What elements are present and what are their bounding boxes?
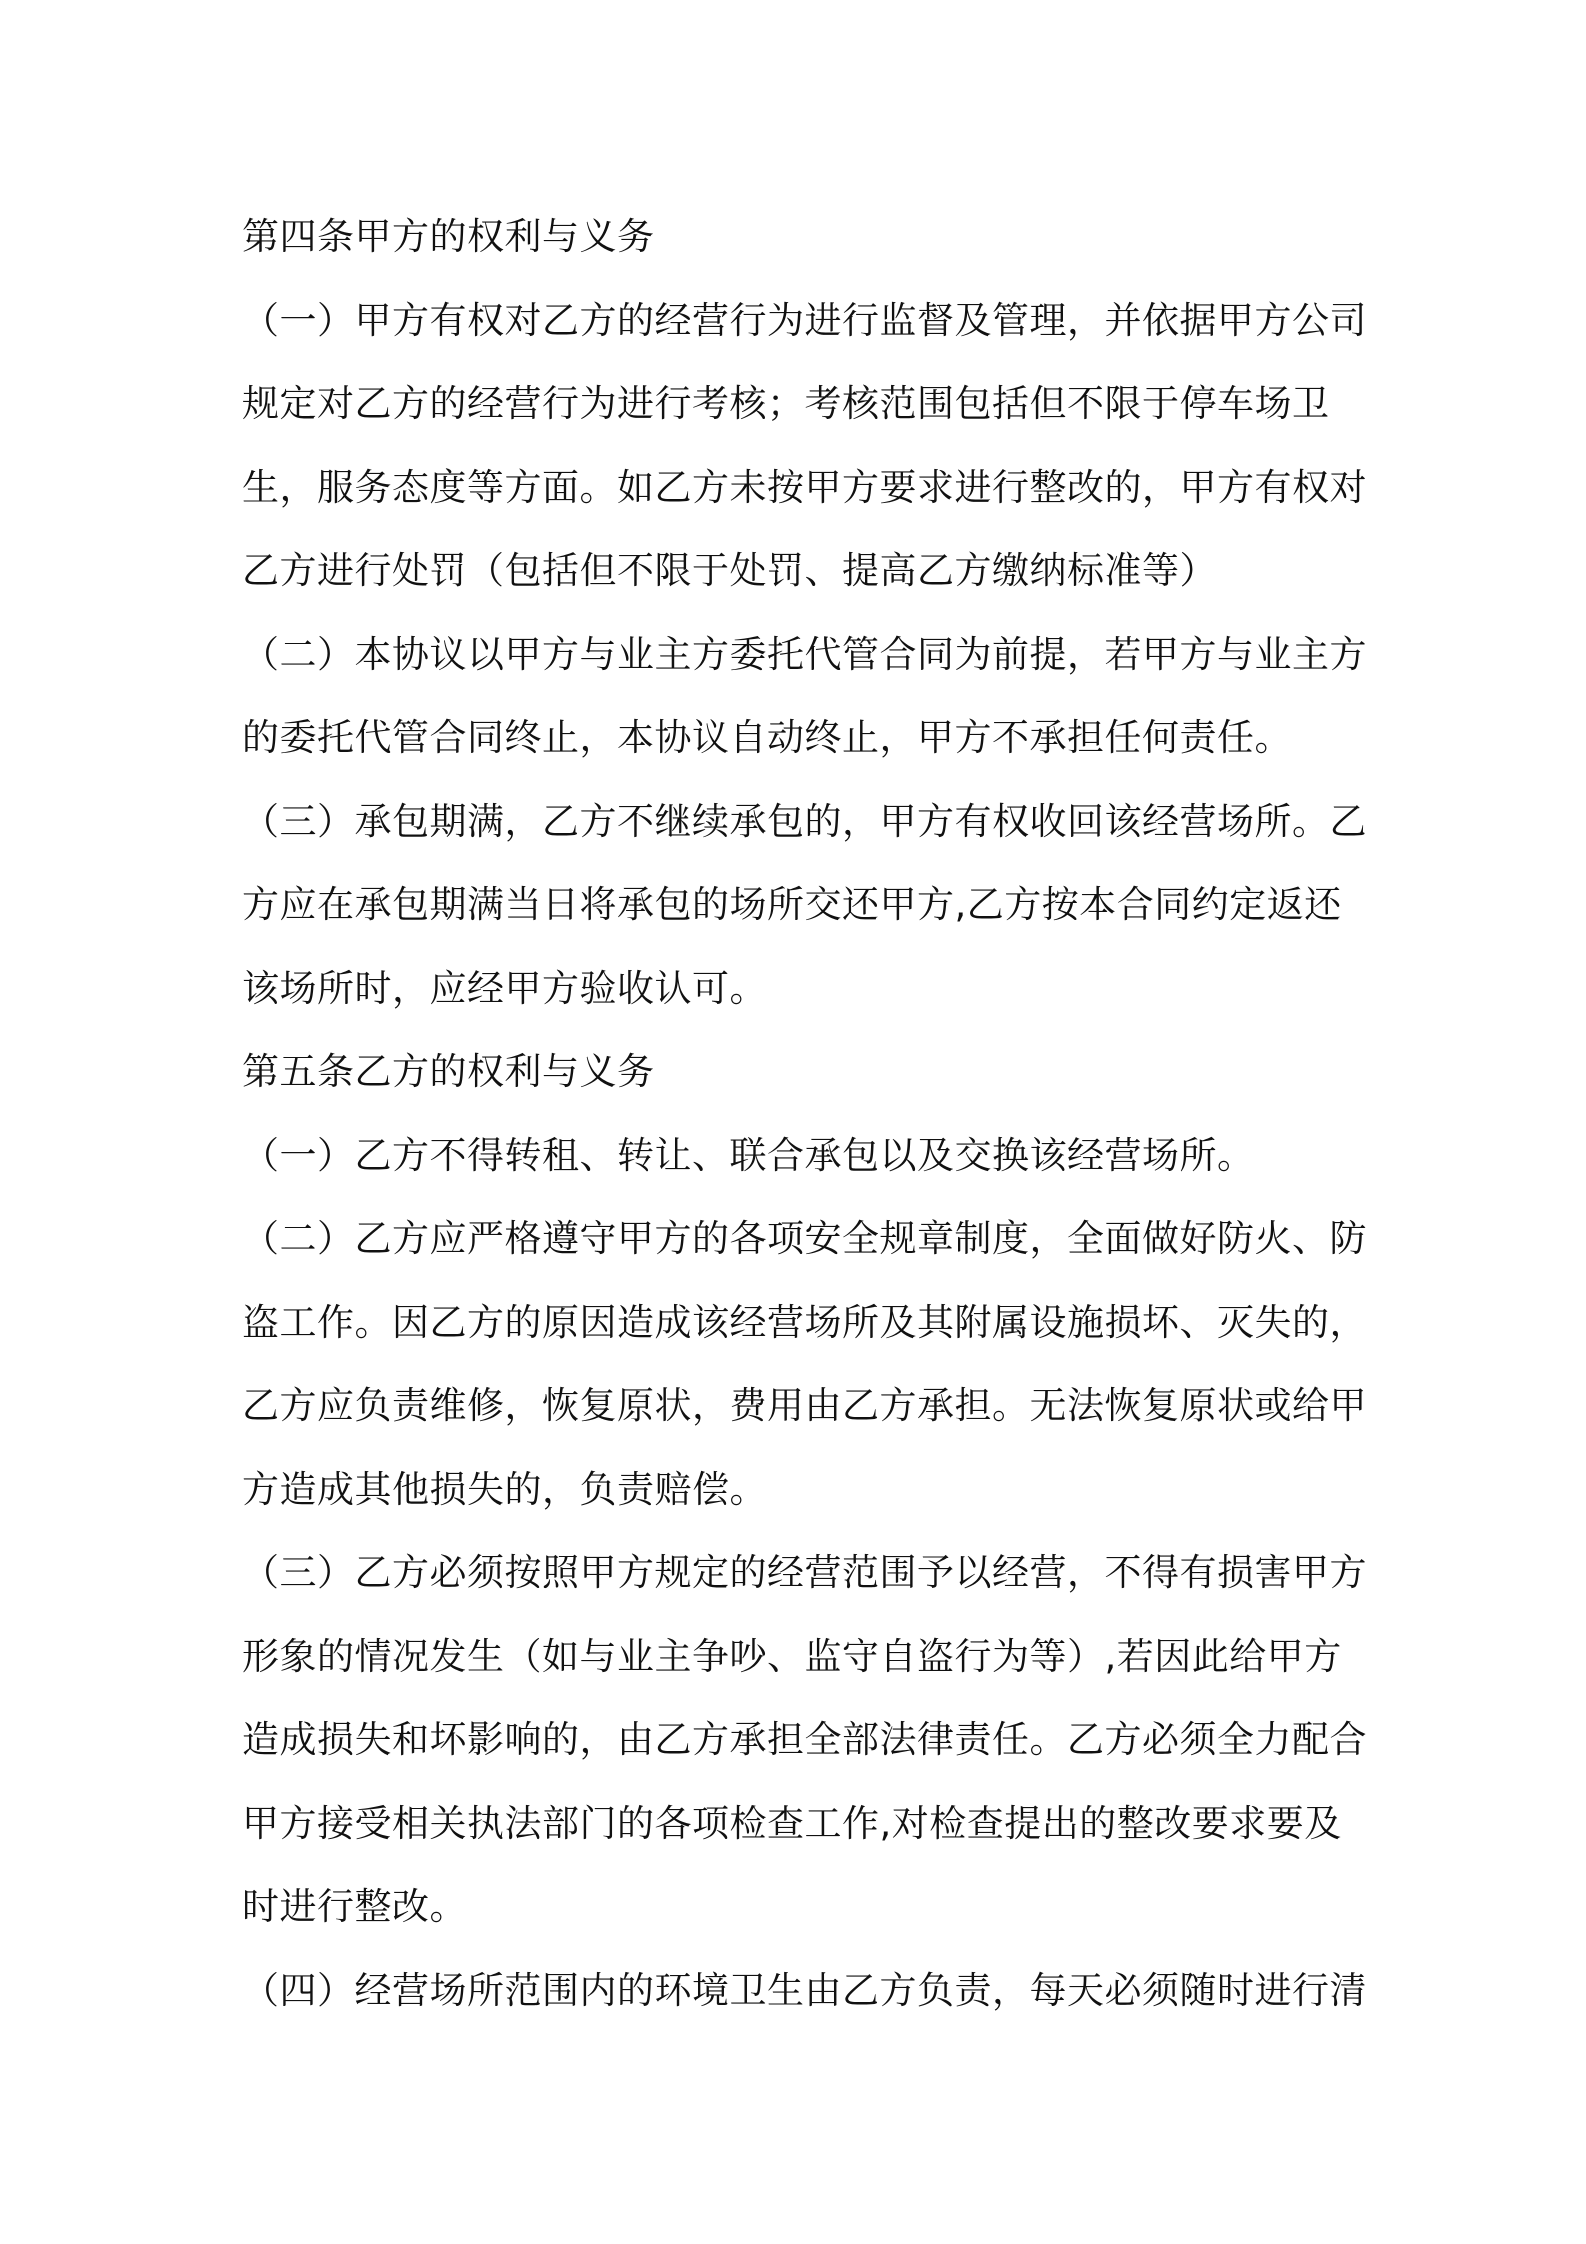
text-line: （三）承包期满，乙方不继续承包的，甲方有权收回该经营场所。乙 [242,799,1367,843]
text-line: （一）甲方有权对乙方的经营行为进行监督及管理，并依据甲方公司 [242,298,1367,342]
text-line: 方应在承包期满当日将承包的场所交还甲方,乙方按本合同约定返还 [242,883,1342,926]
text-line: （四）经营场所范围内的环境卫生由乙方负责，每天必须随时进行清 [242,1968,1367,2012]
text-line: （二）乙方应严格遵守甲方的各项安全规章制度，全面做好防火、防 [242,1217,1367,1260]
text-line: 方造成其他损失的，负责赔偿。 [242,1467,767,1511]
text-line: 该场所时，应经甲方验收认可。 [242,966,767,1010]
text-line: 乙方进行处罚（包括但不限于处罚、提高乙方缴纳标准等） [242,549,1217,592]
text-line: （二）本协议以甲方与业主方委托代管合同为前提，若甲方与业主方 [242,632,1367,676]
text-line: （三）乙方必须按照甲方规定的经营范围予以经营，不得有损害甲方 [242,1551,1367,1594]
text-line: 乙方应负责维修，恢复原状，费用由乙方承担。无法恢复原状或给甲 [242,1384,1367,1427]
article-4-heading: 第四条甲方的权利与义务 [242,215,655,258]
text-line: 盗工作。因乙方的原因造成该经营场所及其附属设施损坏、灭失的， [242,1300,1367,1344]
text-line: 规定对乙方的经营行为进行考核；考核范围包括但不限于停车场卫 [242,382,1330,425]
text-line: 造成损失和坏影响的，由乙方承担全部法律责任。乙方必须全力配合 [242,1718,1367,1761]
text-line: （一）乙方不得转租、转让、联合承包以及交换该经营场所。 [242,1133,1255,1177]
article-5-heading: 第五条乙方的权利与义务 [242,1050,655,1093]
document-body [242,195,1367,2032]
text-line: 形象的情况发生（如与业主争吵、监守自盗行为等）,若因此给甲方 [242,1634,1342,1678]
text-line: 的委托代管合同终止，本协议自动终止，甲方不承担任何责任。 [242,716,1292,759]
text-line: 生，服务态度等方面。如乙方未按甲方要求进行整改的，甲方有权对 [242,465,1367,509]
text-line: 时进行整改。 [242,1885,467,1928]
text-line: 甲方接受相关执法部门的各项检查工作,对检查提出的整改要求要及 [242,1801,1342,1845]
